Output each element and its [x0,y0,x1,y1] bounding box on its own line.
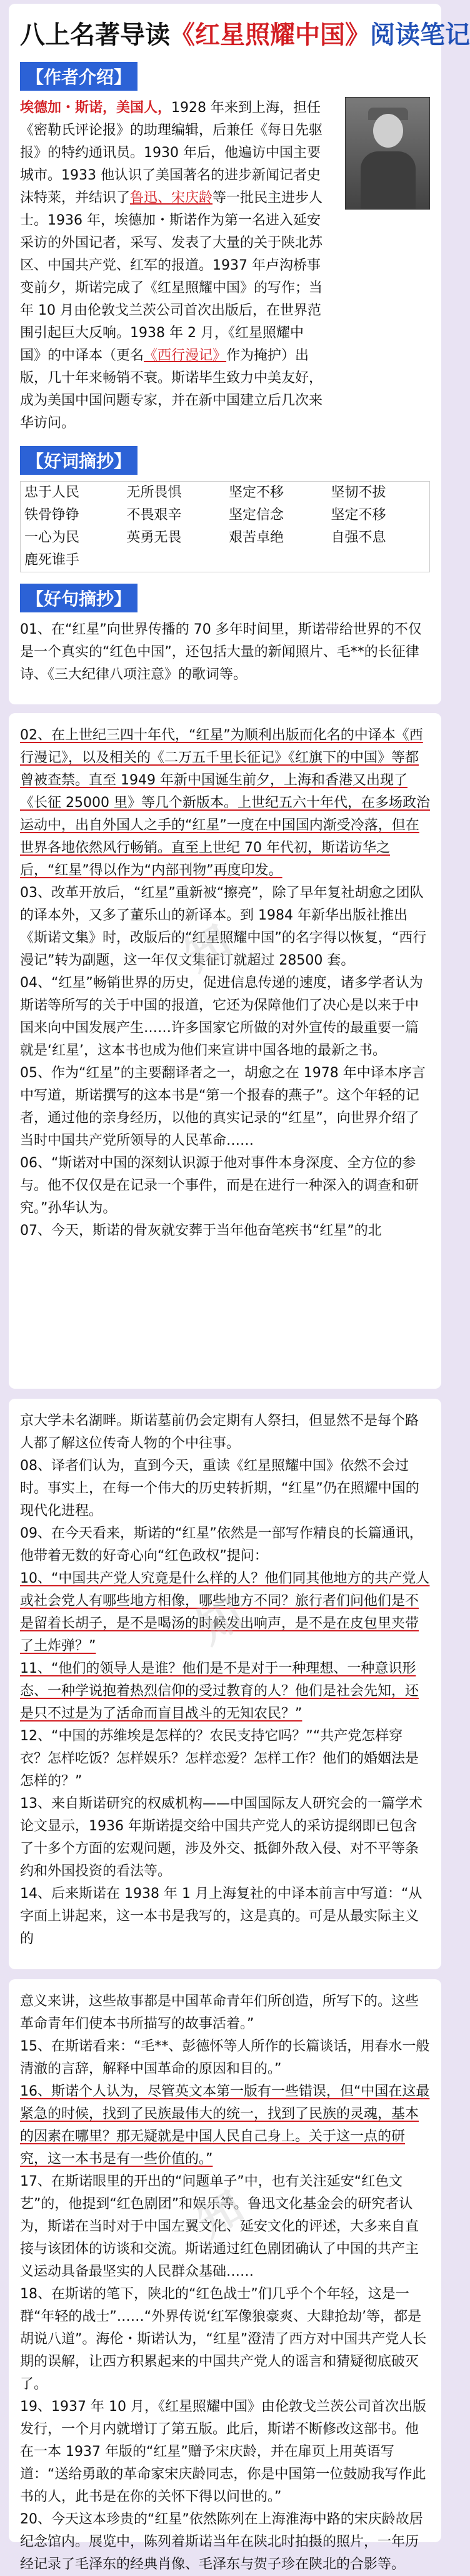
title-prefix: 八上名著导读 [20,21,170,49]
section-words-label: 【好词摘抄】 [20,446,138,475]
words-row: 一心为民 英勇无畏 艰苦卓绝 自强不息 [24,530,386,545]
sentence: 03、改革开放后，“红星”重新被“擦亮”，除了早年复社胡愈之团队的译本外，又多了董乐山的新译本。到 1984 年新华出版社推出《斯诺文集》时，改版后的“红星照耀中国”的名字得以恢复，“西行漫记”转为副题，这一年仅文集征订就超过 28500 套。 [20,885,427,968]
sentence: 10、“中国共产党人究竟是什么样的人？他们同其他地方的共产党人或社会党人有哪些地方相像，哪些地方不同？旅行者们问他们是不是留着长胡子，是不是喝汤的时候发出响声，是不是在皮包里夹带了土炸弹？” [20,1571,430,1654]
sentence: 意义来讲，这些故事都是中国革命青年们所创造，所写下的。这些革命青年们使本书所描写的故事活着。” [20,1994,419,2032]
sentence: 14、后来斯诺在 1938 年 1 月上海复社的中译本前言中写道：“从字面上讲起来，这一本书是我写的，这是真的。可是从最实际主义的 [20,1886,422,1947]
sentence: 07、今天，斯诺的骨灰就安葬于当年他奋笔疾书“红星”的北 [20,1223,382,1239]
words-row: 鹿死谁手 [24,552,80,568]
title-suffix: 阅读笔记 [370,21,470,49]
page-title [20,15,470,51]
words-row: 铁骨铮铮 不畏艰辛 坚定信念 坚定不移 [24,507,386,523]
author-text: 埃德加・斯诺，美国人，1928 年来到上海，担任《密勒氏评论报》的助理编辑，后兼任《每日先驱报》的特约通讯员。1930 年后，他遍访中国主要城市。1933 他认识了美国著名的进步新闻记者史沫特莱，并结识了鲁迅、宋庆龄等一批民主进步人士。1936 年，埃德加・斯诺作为第一名进入延安采访的外国记者，采写、发表了大量的关于陕北苏区、中国共产党、红军的报道。1937 年卢沟桥事变前夕，斯诺完成了《红星照耀中国》的写作；当年 10 月由伦敦戈兰茨公司首次出版后，在世界范围引起巨大反响。1938 年 2 月，《红星照耀中国》的中译本（更名《西行漫记》作为掩护）出版，几十年来畅销不衰。斯诺毕生致力中美友好，成为美国中国问题专家，并在新中国建立后几次来华访问。 [20,100,323,431]
section-author-label: 【作者介绍】 [20,62,138,91]
sentence: 15、在斯诺看来：“毛**、彭德怀等人所作的长篇谈话，用春水一般清澈的言辞，解释中国革命的原因和目的。” [20,2039,430,2077]
sentence: 16、斯诺个人认为，尽管英文本第一版有一些错误，但“中国在这最紧急的时候，找到了民族最伟大的统一，找到了民族的灵魂，基本的因素在哪里？那无疑就是中国人民自己身上。关于这一点的研究，这一本书是有一些价值的。” [20,2084,430,2167]
sentence: 06、“斯诺对中国的深刻认识源于他对事件本身深度、全方位的参与。他不仅仅是在记录一个事件，而是在进行一种深入的调查和研究。”孙华认为。 [20,1155,419,1216]
sentence-01: 01、在“红星”向世界传播的 70 多年时间里，斯诺带给世界的不仅是一个真实的“红色中国”，还包括大量的新闻照片、毛**的长征律诗、《三大纪律八项注意》的歌词等。 [20,622,422,682]
sentence: 08、译者们认为，直到今天，重读《红星照耀中国》依然不会过时。事实上，在每一个伟大的历史转折期，“红星”仍在照耀中国的现代化进程。 [20,1458,419,1519]
watermark: 知 [188,2181,252,2248]
words-table [20,481,430,572]
section-sentences-label: 【好句摘抄】 [20,584,138,612]
sentence: 09、在今天看来，斯诺的“红星”依然是一部写作精良的长篇通讯，他带着无数的好奇心向“红色政权”提问： [20,1526,423,1564]
card-sentences-2 [9,713,441,1389]
sentence: 02、在上世纪三四十年代，“红星”为顺利出版而化名的中译本《西行漫记》，以及相关的《二万五千里长征记》《红旗下的中国》等都曾被查禁。直至 1949 年新中国诞生前夕，上海和香港又出现了《长征 25000 里》等几个新版本。上世纪五六十年代，在多场政治运动中，出自外国人之手的“红星”一度在中国国内渐受冷落，但在世界各地依然风行畅销。直至上世纪 70 年代初，斯诺访华之后，“红星”得以作为“内部刊物”再度印发。 [20,728,430,878]
sentence: 11、“他们的领导人是谁？他们是不是对于一种理想、一种意识形态、一种学说抱着热烈信仰的受过教育的人？他们是社会先知，还是只不过是为了活命而盲目战斗的无知农民？” [20,1661,419,1722]
card-sentences-3 [9,1399,441,1969]
words-row: 忠于人民 无所畏惧 坚定不移 坚韧不拔 [24,485,386,500]
sentence: 京大学未名湖畔。斯诺墓前仍会定期有人祭扫，但显然不是每个路人都了解这位传奇人物的个中往事。 [20,1413,419,1451]
author-photo [345,97,430,210]
sentence: 12、“中国的苏维埃是怎样的？农民支持它吗？”“共产党怎样穿衣？怎样吃饭？怎样娱乐？怎样恋爱？怎样工作？他们的婚姻法是怎样的？” [20,1728,419,1789]
watermark: 知 [188,1588,252,1655]
author-block [9,97,441,435]
card-sentences-4 [9,1979,441,2572]
title-book: 《红星照耀中国》 [170,21,370,49]
card-intro [9,4,470,704]
author-name: 埃德加・斯诺，美国人， [20,100,172,116]
sentence: 05、作为“红星”的主要翻译者之一，胡愈之在 1978 年中译本序言中写道，斯诺撰写的这本书是“第一个报春的燕子”。这个年轻的记者，通过他的亲身经历，以他的真实记录的“红星”，向世界介绍了当时中国共产党所领导的人民革命…… [20,1065,426,1149]
sentence: 19、1937 年 10 月，《红星照耀中国》由伦敦戈兰茨公司首次出版发行，一个月内就增订了第五版。此后，斯诺不断修改这部书。他在一本 1937 年版的“红星”赠予宋庆龄，并在扉页上用英语写道：“送给勇敢的革命家宋庆龄同志，你是中国第一位鼓励我写作此书的人，此书是在你的关怀下得以问世的。” [20,2399,426,2505]
sentence: 18、在斯诺的笔下，陕北的“红色战士”们几乎个个年轻，这是一群“年轻的战士”……“外界传说‘红军像狼豪爽、大肆抢劫’等，都是胡说八道”。海伦・斯诺认为，“红星”澄清了西方对中国共产党人长期的误解，让西方积累起来的中国共产党人的谣言和猜疑彻底破灭了。 [20,2286,427,2392]
watermark: 知 [175,915,239,981]
sentence: 13、来自斯诺研究的权威机构——中国国际友人研究会的一篇学术论文显示，1936 年斯诺提交给中国共产党人的采访提纲即已包含了十多个方面的宏观问题，涉及外交、抵御外敌入侵、对不平等条约和外国投资的看法等。 [20,1796,422,1879]
sentence: 17、在斯诺眼里的开出的“问题单子”中，也有关注延安“红色文艺”的，他提到“红色剧团”和娱乐等。鲁迅文化基金会的研究者认为，斯诺在当时对于中国左翼文化、延安文化的评述，大多来自直接与该团体的访谈和交流。斯诺通过红色剧团确认了中国的共产主义运动具备最坚实的人民群众基础…… [20,2174,419,2279]
sentence: 04、“红星”畅销世界的历史，促进信息传递的速度，诸多学者认为斯诺等所写的关于中国的报道，它还为保障他们了决心是以来于中国来向中国发展产生……许多国家它所做的对外宣传的最重要一篇就是‘红星’，这本书也成为他们来宣讲中国各地的最新之书。 [20,975,423,1058]
sentence: 20、今天这本珍贵的“红星”依然陈列在上海淮海中路的宋庆龄故居纪念馆内。展览中，陈列着斯诺当年在陕北时拍摄的照片，一年历经记录了毛泽东的经典肖像、毛泽东与贺子珍在陕北的合影等。 [20,2512,423,2572]
